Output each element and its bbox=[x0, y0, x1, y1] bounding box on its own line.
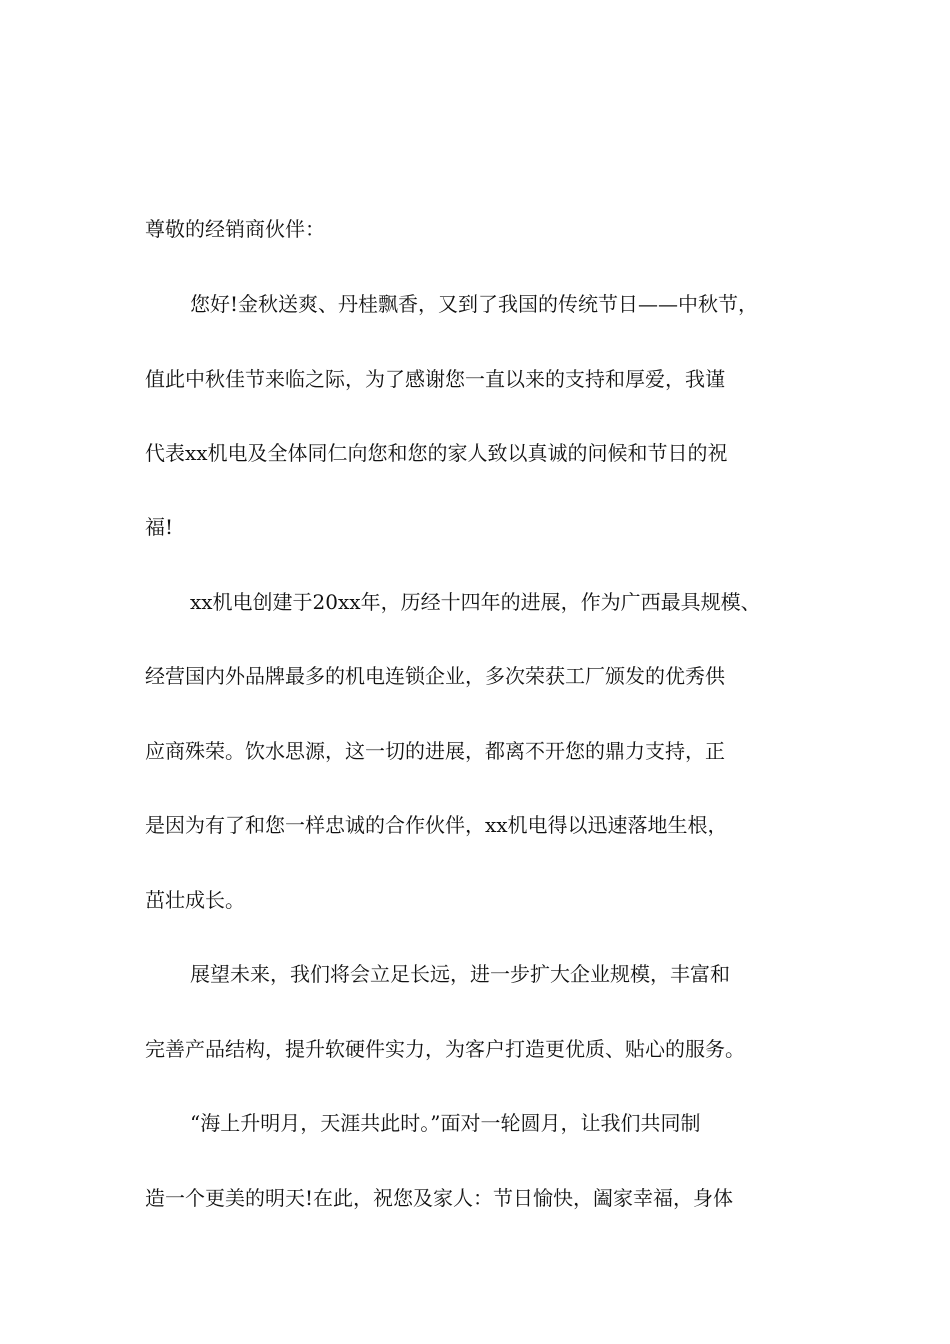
paragraph-3-line-2: 完善产品结构，提升软硬件实力，为客户打造更优质、贴心的服务。 bbox=[145, 1037, 745, 1061]
paragraph-2-line-4: 是因为有了和您一样忠诚的合作伙伴，xx机电得以迅速落地生根， bbox=[145, 813, 728, 837]
paragraph-4-line-1: “海上升明月，天涯共此时。”面对一轮圆月，让我们共同制 bbox=[190, 1111, 701, 1135]
paragraph-1-line-3: 代表xx机电及全体同仁向您和您的家人致以真诚的问候和节日的祝 bbox=[145, 441, 728, 465]
paragraph-1-line-4: 福! bbox=[145, 515, 174, 539]
paragraph-3-line-1: 展望未来，我们将会立足长远，进一步扩大企业规模，丰富和 bbox=[190, 962, 730, 986]
paragraph-2-line-2: 经营国内外品牌最多的机电连锁企业，多次荣获工厂颁发的优秀供 bbox=[145, 664, 725, 688]
paragraph-1-line-2: 值此中秋佳节来临之际，为了感谢您一直以来的支持和厚爱，我谨 bbox=[145, 367, 725, 391]
paragraph-2-line-3: 应商殊荣。饮水思源，这一切的进展，都离不开您的鼎力支持，正 bbox=[145, 739, 725, 763]
paragraph-2-line-5: 茁壮成长。 bbox=[145, 888, 245, 912]
paragraph-1-line-1: 您好!金秋送爽、丹桂飘香，又到了我国的传统节日——中秋节， bbox=[190, 292, 759, 316]
paragraph-2-line-1: xx机电创建于20xx年，历经十四年的进展，作为广西最具规模、 bbox=[190, 590, 761, 614]
paragraph-4-line-2: 造一个更美的明天!在此，祝您及家人：节日愉快，阖家幸福，身体 bbox=[145, 1186, 734, 1210]
letter-salutation: 尊敬的经销商伙伴： bbox=[145, 217, 325, 241]
